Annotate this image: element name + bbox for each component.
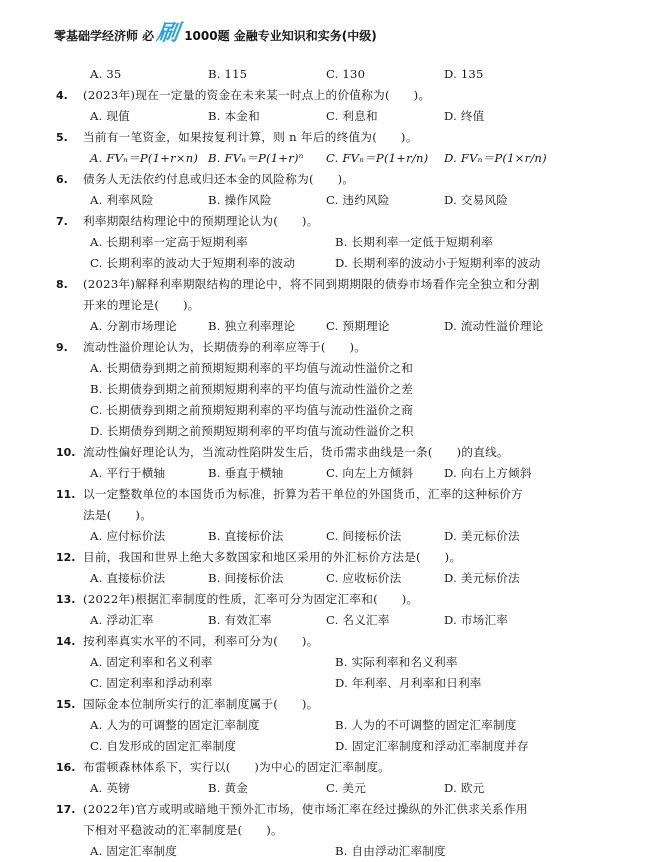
answer-option: A. 英镑 bbox=[90, 781, 130, 795]
question-text: (2022年)官方或明或暗地干预外汇市场，使市场汇率在经过操纵的外汇供求关系作用 bbox=[83, 802, 528, 816]
answer-option: B. 自由浮动汇率制度 bbox=[335, 844, 446, 858]
options-row bbox=[70, 673, 604, 694]
answer-option: B. 黄金 bbox=[208, 781, 249, 795]
question-number: 14. bbox=[56, 635, 76, 648]
answer-option: A. 浮动汇率 bbox=[90, 613, 154, 627]
answer-option: A. 长期利率一定高于短期利率 bbox=[90, 235, 248, 249]
answer-option: B. 人为的不可调整的固定汇率制度 bbox=[335, 718, 517, 732]
answer-option: D. 交易风险 bbox=[444, 193, 509, 207]
answer-option: C. 间接标价法 bbox=[326, 529, 402, 543]
answer-option: B. 长期债券到期之前预期短期利率的平均值与流动性溢价之差 bbox=[90, 382, 414, 396]
answer-option: C. 美元 bbox=[326, 781, 367, 795]
question-number: 12. bbox=[56, 551, 76, 564]
question-text-continued: 法是( )。 bbox=[83, 508, 153, 522]
header-series-title: 零基础学经济师 必 bbox=[54, 29, 155, 43]
question-text: 以一定整数单位的本国货币为标准，折算为若干单位的外国货币，汇率的这种标价方 bbox=[83, 487, 524, 501]
question-text: 布雷顿森林体系下，实行以( )为中心的固定汇率制度。 bbox=[83, 760, 390, 774]
answer-option: A. FVₙ＝P(1+r×n) bbox=[90, 151, 199, 165]
question-text: 国际金本位制所实行的汇率制度属于( )。 bbox=[83, 697, 319, 711]
question-row bbox=[56, 211, 604, 232]
question-number: 10. bbox=[56, 446, 76, 459]
answer-option: A. 固定利率和名义利率 bbox=[90, 655, 213, 669]
answer-option: B. 独立利率理论 bbox=[208, 319, 296, 333]
answer-option: D. 欧元 bbox=[444, 781, 485, 795]
answer-option: B. 直接标价法 bbox=[208, 529, 284, 543]
answer-option: C. 利息和 bbox=[326, 109, 378, 123]
answer-option: C. 违约风险 bbox=[326, 193, 390, 207]
question-row bbox=[56, 484, 604, 505]
answer-option: D. 市场汇率 bbox=[444, 613, 509, 627]
answer-option: A. 应付标价法 bbox=[90, 529, 166, 543]
answer-option: B. 本金和 bbox=[208, 109, 260, 123]
answer-option: B. 垂直于横轴 bbox=[208, 466, 284, 480]
answer-option: B. 有效汇率 bbox=[208, 613, 272, 627]
answer-option: B. 长期利率一定低于短期利率 bbox=[335, 235, 494, 249]
question-text: 目前，我国和世界上绝大多数国家和地区采用的外汇标价方法是( )。 bbox=[83, 550, 462, 564]
answer-option: C. FVₙ＝P(1+r/n) bbox=[326, 151, 429, 165]
answer-option: D. FVₙ＝P(1×r/n) bbox=[444, 151, 547, 165]
question-number: 6. bbox=[56, 173, 68, 186]
options-row bbox=[70, 64, 604, 85]
question-text: 利率期限结构理论中的预期理论认为( )。 bbox=[83, 214, 319, 228]
answer-option: B. 实际利率和名义利率 bbox=[335, 655, 458, 669]
question-number: 15. bbox=[56, 698, 76, 711]
answer-option: C. 名义汇率 bbox=[326, 613, 390, 627]
question-text-continued: 开来的理论是( )。 bbox=[83, 298, 200, 312]
answer-option: A. 固定汇率制度 bbox=[90, 844, 178, 858]
question-row bbox=[56, 274, 604, 295]
header-book-title: 1000题 金融专业知识和实务(中级) bbox=[184, 29, 377, 43]
question-number: 17. bbox=[56, 803, 76, 816]
answer-option: D. 美元标价法 bbox=[444, 529, 520, 543]
answer-option: C. 预期理论 bbox=[326, 319, 390, 333]
question-text: 流动性溢价理论认为，长期债券的利率应等于( )。 bbox=[83, 340, 367, 354]
options-row bbox=[70, 316, 604, 337]
answer-option: C. 长期债券到期之前预期短期利率的平均值与流动性溢价之商 bbox=[90, 403, 414, 417]
question-row bbox=[56, 169, 604, 190]
question-list bbox=[56, 64, 604, 862]
answer-option: D. 长期债券到期之前预期短期利率的平均值与流动性溢价之积 bbox=[90, 424, 414, 438]
question-row bbox=[56, 799, 604, 820]
question-text: 当前有一笔资金，如果按复利计算，则 n 年后的终值为( )。 bbox=[83, 130, 418, 144]
answer-option: A. 平行于横轴 bbox=[90, 466, 166, 480]
question-text-continued: 下相对平稳波动的汇率制度是( )。 bbox=[83, 823, 283, 837]
question-text: 债务人无法依约付息或归还本金的风险称为( )。 bbox=[83, 172, 355, 186]
question-row bbox=[56, 547, 604, 568]
question-continuation bbox=[70, 295, 604, 316]
answer-option: A. 人为的可调整的固定汇率制度 bbox=[90, 718, 260, 732]
question-number: 7. bbox=[56, 215, 68, 228]
answer-option: C. 应收标价法 bbox=[326, 571, 402, 585]
question-row bbox=[56, 757, 604, 778]
question-row bbox=[56, 442, 604, 463]
answer-option: D. 固定汇率制度和浮动汇率制度并存 bbox=[335, 739, 529, 753]
options-row bbox=[70, 190, 604, 211]
options-row bbox=[70, 421, 604, 442]
answer-option: D. 美元标价法 bbox=[444, 571, 520, 585]
question-number: 11. bbox=[56, 488, 76, 501]
question-text: (2023年)现在一定量的资金在未来某一时点上的价值称为( )。 bbox=[83, 88, 431, 102]
question-row bbox=[56, 694, 604, 715]
options-row bbox=[70, 463, 604, 484]
question-number: 9. bbox=[56, 341, 68, 354]
question-row bbox=[56, 337, 604, 358]
answer-option: A. 长期债券到期之前预期短期利率的平均值与流动性溢价之和 bbox=[90, 361, 413, 375]
answer-option: D. 流动性溢价理论 bbox=[444, 319, 544, 333]
options-row bbox=[70, 526, 604, 547]
question-text: (2023年)解释利率期限结构的理论中，将不同到期期限的债券市场看作完全独立和分割 bbox=[83, 277, 540, 291]
answer-option: A. 35 bbox=[90, 67, 122, 81]
question-row bbox=[56, 631, 604, 652]
answer-option: C. 向左上方倾斜 bbox=[326, 466, 414, 480]
question-text: (2022年)根据汇率制度的性质，汇率可分为固定汇率和( )。 bbox=[83, 592, 419, 606]
answer-option: A. 利率风险 bbox=[90, 193, 154, 207]
question-number: 13. bbox=[56, 593, 76, 606]
answer-option: C. 长期利率的波动大于短期利率的波动 bbox=[90, 256, 296, 270]
options-row bbox=[70, 736, 604, 757]
question-number: 4. bbox=[56, 89, 68, 102]
options-row bbox=[70, 568, 604, 589]
question-row bbox=[56, 127, 604, 148]
question-continuation bbox=[70, 820, 604, 841]
answer-option: C. 130 bbox=[326, 67, 366, 81]
answer-option: D. 年利率、月利率和日利率 bbox=[335, 676, 482, 690]
answer-option: C. 固定利率和浮动利率 bbox=[90, 676, 213, 690]
question-number: 16. bbox=[56, 761, 76, 774]
question-row bbox=[56, 589, 604, 610]
header-brush-glyph: 刷 bbox=[155, 20, 181, 46]
answer-option: B. FVₙ＝P(1+r)ⁿ bbox=[208, 151, 304, 165]
options-row bbox=[70, 148, 604, 169]
options-row bbox=[70, 778, 604, 799]
question-text: 按利率真实水平的不同，利率可分为( )。 bbox=[83, 634, 319, 648]
options-row bbox=[70, 253, 604, 274]
answer-option: D. 向右上方倾斜 bbox=[444, 466, 532, 480]
options-row bbox=[70, 106, 604, 127]
answer-option: D. 终值 bbox=[444, 109, 485, 123]
question-number: 8. bbox=[56, 278, 68, 291]
answer-option: A. 分割市场理论 bbox=[90, 319, 178, 333]
answer-option: D. 135 bbox=[444, 67, 484, 81]
question-row bbox=[56, 85, 604, 106]
answer-option: B. 操作风险 bbox=[208, 193, 272, 207]
options-row bbox=[70, 715, 604, 736]
answer-option: A. 现值 bbox=[90, 109, 130, 123]
options-row bbox=[70, 232, 604, 253]
question-number: 5. bbox=[56, 131, 68, 144]
answer-option: C. 自发形成的固定汇率制度 bbox=[90, 739, 237, 753]
page-header bbox=[54, 20, 377, 47]
options-row bbox=[70, 841, 604, 862]
answer-option: B. 115 bbox=[208, 67, 248, 81]
options-row bbox=[70, 610, 604, 631]
answer-option: A. 直接标价法 bbox=[90, 571, 166, 585]
options-row bbox=[70, 652, 604, 673]
options-row bbox=[70, 400, 604, 421]
answer-option: D. 长期利率的波动小于短期利率的波动 bbox=[335, 256, 541, 270]
options-row bbox=[70, 379, 604, 400]
answer-option: B. 间接标价法 bbox=[208, 571, 284, 585]
options-row bbox=[70, 358, 604, 379]
question-text: 流动性偏好理论认为，当流动性陷阱发生后，货币需求曲线是一条( )的直线。 bbox=[83, 445, 509, 459]
question-continuation bbox=[70, 505, 604, 526]
